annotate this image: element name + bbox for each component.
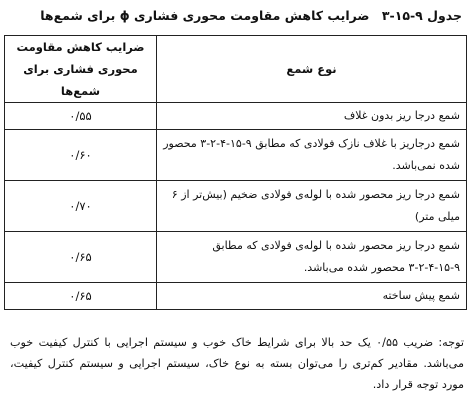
coefficient-cell: ۰/۵۵	[5, 103, 157, 130]
table-number: جدول ۹-۱۵-۳	[381, 8, 462, 23]
pile-type-cell: شمع درجا ریز بدون غلاف	[157, 103, 467, 130]
pile-type-cell: شمع درجا ریز محصور شده با لوله‌ی فولادی ضخیم (بیش‌تر از ۶ میلی متر)	[157, 181, 467, 232]
coefficient-cell: ۰/۶۵	[5, 232, 157, 283]
table-title: ضرایب کاهش مقاومت محوری فشاری ϕ برای شمع‌ها	[40, 8, 370, 23]
pile-type-cell: شمع درجا ریز محصور شده با لوله‌ی فولادی که مطابق ۹-۱۵-۴-۲-۳ محصور شده می‌باشد.	[157, 232, 467, 283]
coefficient-cell: ۰/۷۰	[5, 181, 157, 232]
table-header-row	[5, 36, 467, 103]
header-pile-type: نوع شمع	[157, 36, 467, 103]
table-row	[5, 232, 467, 283]
coefficient-cell: ۰/۶۵	[5, 283, 157, 310]
coefficient-cell: ۰/۶۰	[5, 130, 157, 181]
coefficient-table	[4, 35, 467, 310]
table-caption	[12, 8, 462, 23]
pile-type-cell: شمع درجاریز با غلاف نازک فولادی که مطابق ۹-۱۵-۴-۲-۳ محصور شده نمی‌باشد.	[157, 130, 467, 181]
header-coefficient: ضرایب کاهش مقاومت محوری فشاری برای شمع‌ها	[5, 36, 157, 103]
table-row	[5, 130, 467, 181]
table-row	[5, 283, 467, 310]
table-note: توجه: ضریب ۰/۵۵ یک حد بالا برای شرایط خاک خوب و سیستم اجرایی با کنترل کیفیت خوب می‌باشد. مقادیر کم‌تری را می‌توان بسته به نوع خاک، سیستم اجرایی و سیستم کنترل کیفیت، مورد توجه قرار داد.	[10, 336, 464, 391]
table-row	[5, 103, 467, 130]
pile-type-cell: شمع پیش ساخته	[157, 283, 467, 310]
table-row	[5, 181, 467, 232]
